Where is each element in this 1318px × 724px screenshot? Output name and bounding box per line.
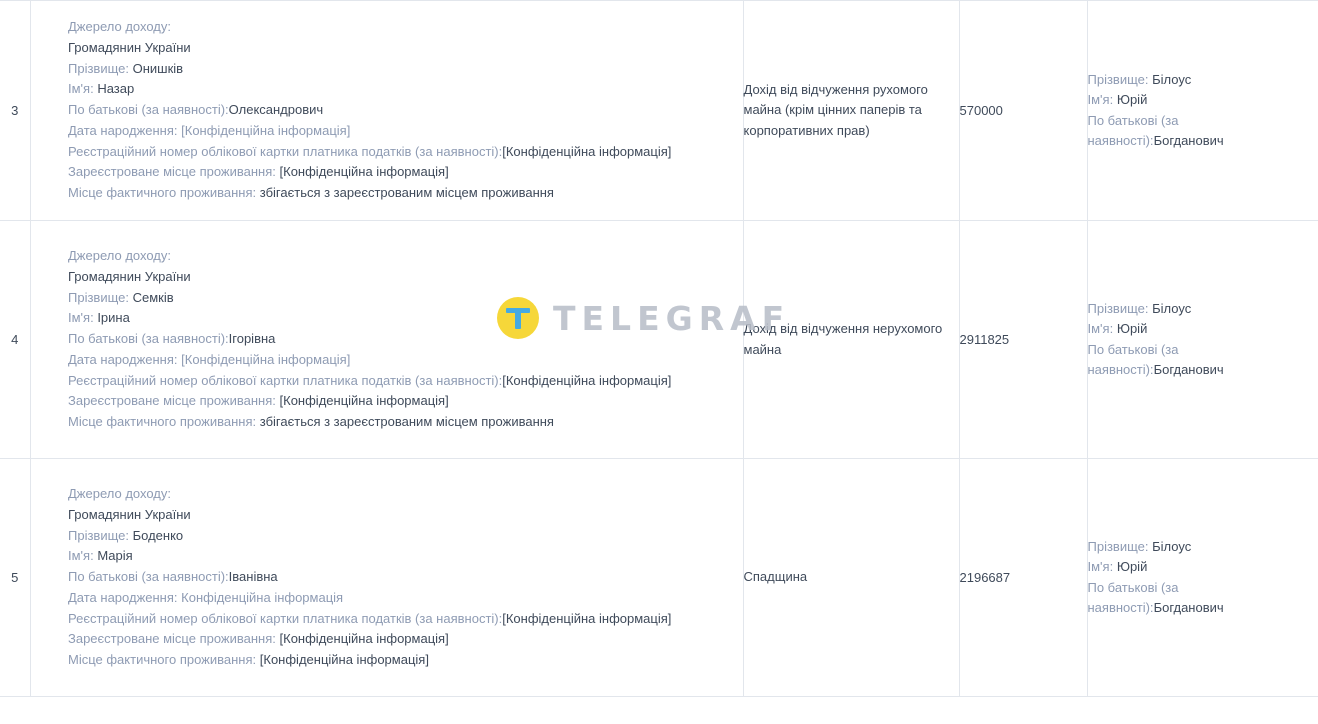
amount-value: 570000	[959, 103, 1003, 118]
registered-residence-label: Зареєстроване місце проживання:	[68, 631, 276, 647]
table-row	[0, 459, 1318, 697]
birth-date-label: Дата народження:	[68, 351, 178, 367]
last-name-label: Прізвище:	[68, 60, 129, 76]
first-name-value: Марія	[97, 548, 133, 564]
income-type-cell	[743, 221, 959, 459]
actual-residence-value: [Конфіденційна інформація]	[259, 652, 429, 668]
owner-cell	[1087, 1, 1318, 221]
income-source-label: Джерело доходу:	[68, 485, 171, 501]
owner-patronymic-label-line2: наявності):	[1087, 599, 1154, 615]
owner-last-name-value: Білоус	[1152, 539, 1192, 555]
owner-last-name-label: Прізвище:	[1087, 539, 1149, 555]
owner-patronymic-label-line1: По батькові (за	[1087, 112, 1179, 128]
row-number: 5	[0, 459, 30, 697]
actual-residence-label: Місце фактичного проживання:	[68, 414, 257, 430]
table-row	[0, 221, 1318, 459]
tax-number-label: Реєстраційний номер облікової картки платника податків (за наявності):	[68, 610, 503, 626]
owner-first-name-label: Ім'я:	[1087, 92, 1114, 108]
last-name-value: Онишків	[132, 60, 184, 76]
amount-value: 2196687	[959, 570, 1011, 585]
owner-first-name-value: Юрій	[1116, 92, 1148, 108]
owner-patronymic-value: Богданович	[1153, 132, 1224, 148]
income-type-value: Спадщина	[743, 569, 808, 585]
owner-patronymic-label-line2: наявності):	[1087, 132, 1154, 148]
income-type-cell	[743, 459, 959, 697]
income-source-label: Джерело доходу:	[68, 247, 171, 263]
amount-cell	[959, 221, 1087, 459]
tax-number-label: Реєстраційний номер облікової картки платника податків (за наявності):	[68, 143, 503, 159]
patronymic-label: По батькові (за наявності):	[68, 102, 229, 118]
owner-first-name-value: Юрій	[1116, 321, 1148, 337]
row-gutter	[30, 221, 68, 459]
owner-last-name-value: Білоус	[1152, 72, 1192, 88]
last-name-label: Прізвище:	[68, 289, 129, 305]
owner-patronymic-value: Богданович	[1153, 361, 1224, 377]
registered-residence-label: Зареєстроване місце проживання:	[68, 164, 276, 180]
first-name-label: Ім'я:	[68, 81, 94, 97]
owner-patronymic-label-line1: По батькові (за	[1087, 341, 1179, 357]
owner-last-name-label: Прізвище:	[1087, 301, 1149, 317]
citizen-value: Громадянин України	[68, 506, 191, 522]
amount-value: 2911825	[959, 332, 1010, 347]
first-name-value: Ірина	[97, 310, 130, 326]
first-name-label: Ім'я:	[68, 548, 94, 564]
first-name-label: Ім'я:	[68, 310, 94, 326]
owner-patronymic-label-line2: наявності):	[1087, 361, 1154, 377]
registered-residence-label: Зареєстроване місце проживання:	[68, 393, 276, 409]
actual-residence-value: збігається з зареєстрованим місцем проживання	[259, 185, 554, 201]
owner-cell	[1087, 459, 1318, 697]
actual-residence-label: Місце фактичного проживання:	[68, 652, 257, 668]
last-name-value: Семків	[132, 289, 174, 305]
tax-number-label: Реєстраційний номер облікової картки платника податків (за наявності):	[68, 372, 503, 388]
registered-residence-value: [Конфіденційна інформація]	[279, 164, 449, 180]
amount-cell	[959, 1, 1087, 221]
row-number: 4	[0, 221, 30, 459]
registered-residence-value: [Конфіденційна інформація]	[279, 393, 449, 409]
income-type-value: Дохід від відчуження нерухомого майна	[743, 321, 943, 357]
income-type-cell	[743, 1, 959, 221]
patronymic-value: Іванівна	[228, 569, 278, 585]
registered-residence-value: [Конфіденційна інформація]	[279, 631, 449, 647]
birth-date-value: [Конфіденційна інформація]	[181, 351, 351, 367]
income-source-label: Джерело доходу:	[68, 18, 171, 34]
last-name-value: Боденко	[132, 527, 184, 543]
last-name-label: Прізвище:	[68, 527, 129, 543]
patronymic-label: По батькові (за наявності):	[68, 569, 229, 585]
person-cell	[68, 221, 743, 459]
owner-first-name-label: Ім'я:	[1087, 321, 1114, 337]
tax-number-value: [Конфіденційна інформація]	[502, 143, 672, 159]
owner-last-name-label: Прізвище:	[1087, 72, 1149, 88]
owner-last-name-value: Білоус	[1152, 301, 1192, 317]
owner-cell	[1087, 221, 1318, 459]
actual-residence-value: збігається з зареєстрованим місцем проживання	[259, 414, 554, 430]
citizen-value: Громадянин України	[68, 39, 191, 55]
owner-patronymic-label-line1: По батькові (за	[1087, 579, 1179, 595]
birth-date-value: Конфіденційна інформація	[181, 589, 344, 605]
amount-cell	[959, 459, 1087, 697]
owner-first-name-label: Ім'я:	[1087, 559, 1114, 575]
row-gutter	[30, 1, 68, 221]
table-row	[0, 1, 1318, 221]
birth-date-value: [Конфіденційна інформація]	[181, 122, 351, 138]
owner-patronymic-value: Богданович	[1153, 599, 1224, 615]
person-cell	[68, 1, 743, 221]
birth-date-label: Дата народження:	[68, 589, 178, 605]
patronymic-value: Олександрович	[228, 102, 324, 118]
citizen-value: Громадянин України	[68, 268, 191, 284]
row-gutter	[30, 459, 68, 697]
telegraf-watermark-text: TELEGRAF	[553, 298, 791, 338]
income-type-value: Дохід від відчуження рухомого майна (крім цінних паперів та корпоративних прав)	[743, 82, 928, 138]
birth-date-label: Дата народження:	[68, 122, 178, 138]
tax-number-value: [Конфіденційна інформація]	[502, 610, 672, 626]
owner-first-name-value: Юрій	[1116, 559, 1148, 575]
patronymic-label: По батькові (за наявності):	[68, 331, 229, 347]
person-cell	[68, 459, 743, 697]
tax-number-value: [Конфіденційна інформація]	[502, 372, 672, 388]
actual-residence-label: Місце фактичного проживання:	[68, 185, 257, 201]
first-name-value: Назар	[97, 81, 135, 97]
patronymic-value: Ігорівна	[228, 331, 276, 347]
row-number: 3	[0, 1, 30, 221]
